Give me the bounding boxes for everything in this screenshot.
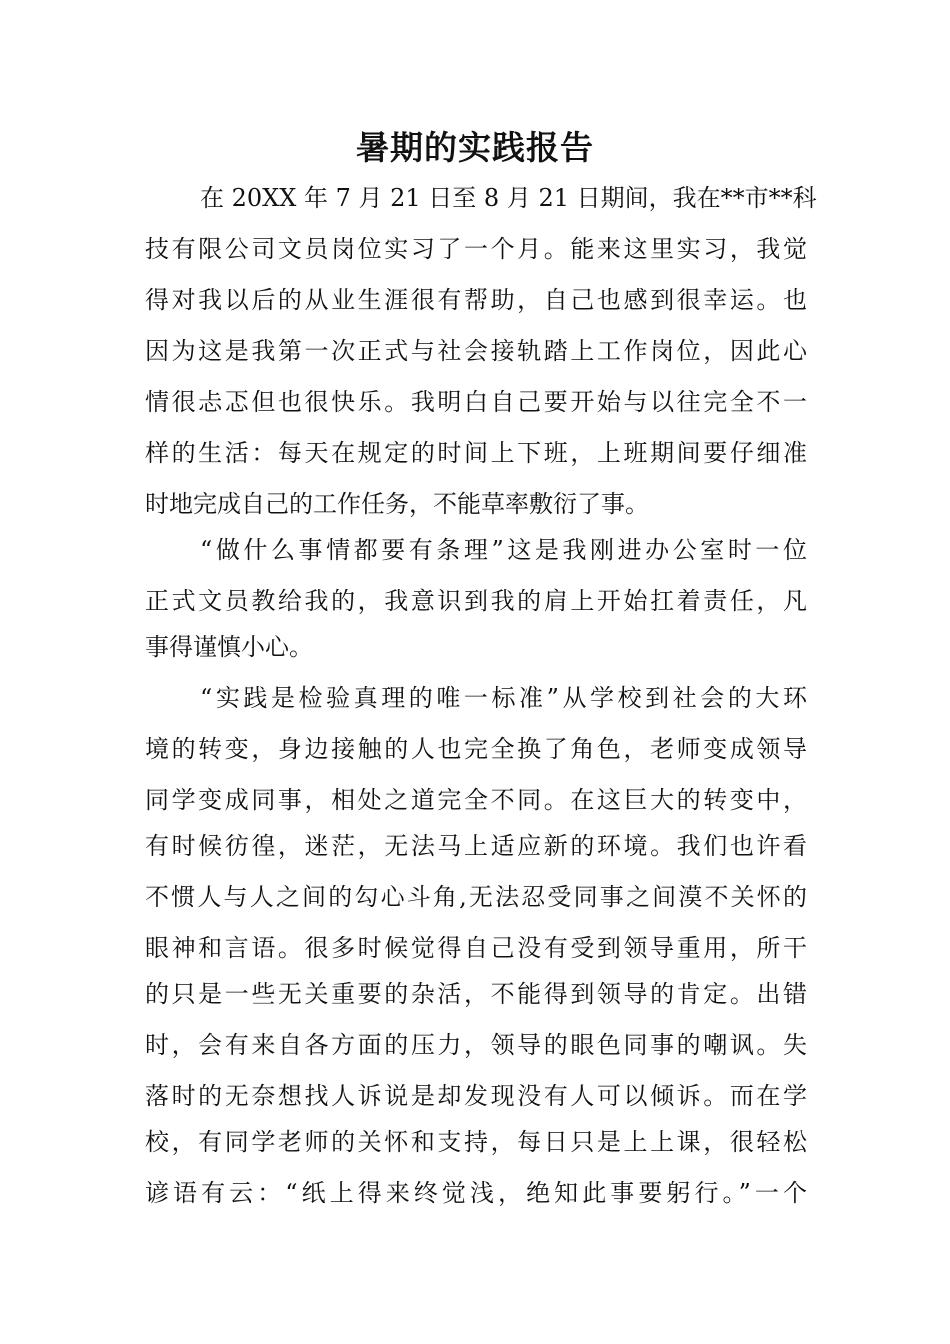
- paragraph-3-line-6: 眼神和言语。很多时候觉得自己没有受到领导重用，所干: [145, 934, 807, 962]
- paragraph-2-line-1: “做什么事情都要有条理”这是我刚进办公室时一位: [200, 536, 807, 564]
- paragraph-3-line-3: 同学变成同事，相处之道完全不同。在这巨大的转变中，: [145, 786, 807, 814]
- document-title: 暑期的实践报告: [356, 128, 594, 167]
- paragraph-3-line-4: 有时候彷徨，迷茫，无法马上适应新的环境。我们也许看: [145, 832, 807, 860]
- paragraph-3-line-2: 境的转变，身边接触的人也完全换了角色，老师变成领导: [145, 735, 807, 763]
- paragraph-3-line-8: 时，会有来自各方面的压力，领导的眼色同事的嘲讽。失: [145, 1031, 807, 1059]
- paragraph-1-line-7: 时地完成自己的工作任务，不能草率敷衍了事。: [145, 490, 649, 518]
- paragraph-3-line-7: 的只是一些无关重要的杂活，不能得到领导的肯定。出错: [145, 980, 807, 1008]
- paragraph-1-line-6: 样的生活：每天在规定的时间上下班，上班期间要仔细准: [145, 439, 807, 467]
- paragraph-1-line-5: 情很忐忑但也很快乐。我明白自己要开始与以往完全不一: [145, 388, 807, 416]
- paragraph-3-line-10: 校，有同学老师的关怀和支持，每日只是上上课，很轻松: [145, 1128, 807, 1156]
- paragraph-3-line-11: 谚语有云：“纸上得来终觉浅，绝知此事要躬行。”一个: [145, 1179, 807, 1207]
- paragraph-2-line-3: 事得谨慎小心。: [145, 633, 313, 661]
- paragraph-1-line-3: 得对我以后的从业生涯很有帮助，自己也感到很幸运。也: [145, 286, 807, 314]
- paragraph-1-line-2: 技有限公司文员岗位实习了一个月。能来这里实习，我觉: [145, 235, 807, 263]
- paragraph-3-line-1: “实践是检验真理的唯一标准”从学校到社会的大环: [200, 684, 807, 712]
- paragraph-1-line-4: 因为这是我第一次正式与社会接轨踏上工作岗位，因此心: [145, 337, 807, 365]
- paragraph-1-line-1: 在 20XX 年 7 月 21 日至 8 月 21 日期间，我在**市**科: [200, 184, 817, 212]
- paragraph-2-line-2: 正式文员教给我的，我意识到我的肩上开始扛着责任，凡: [145, 587, 807, 615]
- paragraph-3-line-5: 不惯人与人之间的勾心斗角,无法忍受同事之间漠不关怀的: [145, 883, 807, 911]
- paragraph-3-line-9: 落时的无奈想找人诉说是却发现没有人可以倾诉。而在学: [145, 1082, 807, 1110]
